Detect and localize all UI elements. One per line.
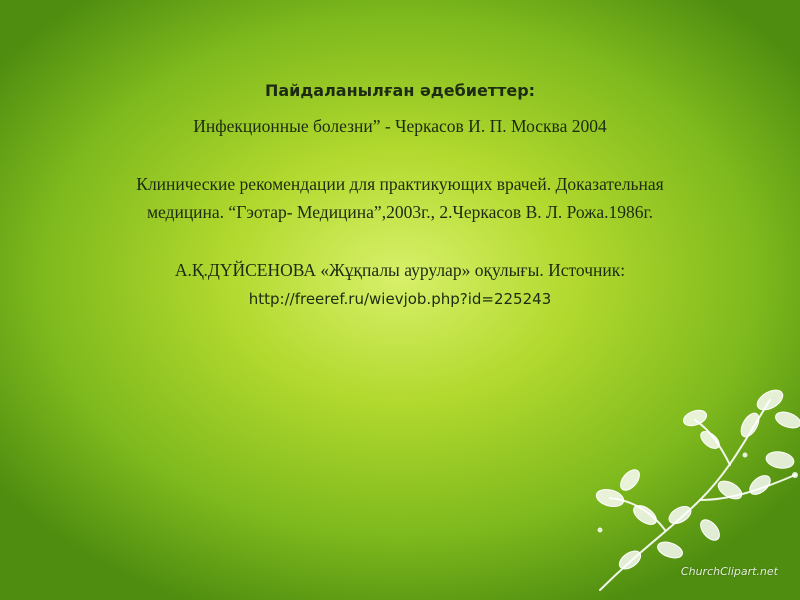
slide-content	[20, 76, 780, 314]
reference-3: А.Қ.ДҮЙСЕНОВА «Жұқпалы аурулар» оқулығы. Источник:	[174, 260, 626, 280]
reference-1: Инфекционные болезни” - Черкасов И. П. Москва 2004	[193, 116, 607, 136]
spacer	[20, 226, 780, 256]
reference-2-line-1: Клинические рекомендации для практикующих врачей. Доказательная	[136, 174, 664, 194]
reference-2-line-2: медицина. “Гэотар- Медицина”,2003г., 2.Черкасов В. Л. Рожа.1986г.	[146, 202, 654, 222]
slide-heading: Пайдаланылған әдебиеттер:	[264, 81, 536, 100]
reference-url: http://freeref.ru/wievjob.php?id=225243	[248, 290, 552, 308]
watermark: ChurchClipart.net	[680, 565, 778, 578]
spacer	[20, 140, 780, 170]
